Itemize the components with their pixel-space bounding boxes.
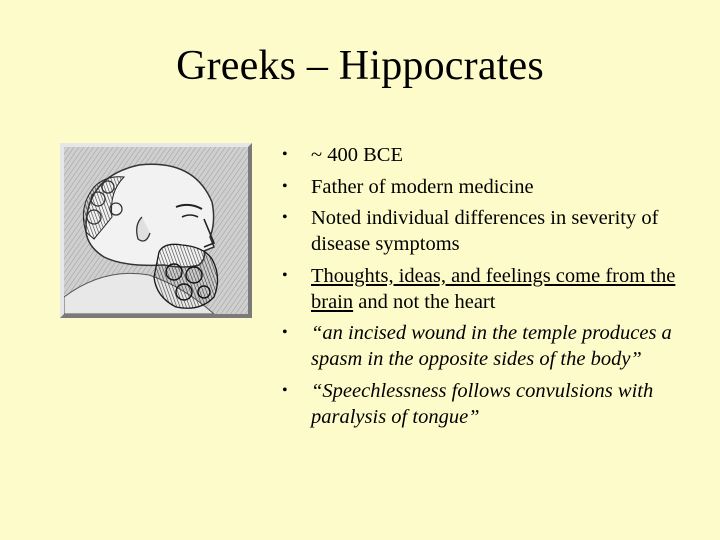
bullet-marker: • [282,266,288,284]
bullet-text: ~ 400 BCE [311,144,403,166]
bullet-item [280,174,700,200]
hippocrates-portrait [60,143,252,318]
bullet-item [280,263,700,315]
bullet-marker: • [282,209,288,226]
bullet-list [280,142,700,435]
bullet-text: “Speechlessness follows convulsions with paralysis of tongue” [311,379,654,428]
bullet-text: Noted individual differences in severity of disease symptoms [311,207,659,255]
bullet-marker: • [282,146,288,163]
bullet-item [280,142,700,168]
bullet-marker: • [282,324,288,341]
bullet-item [280,378,700,430]
bullet-item [280,205,700,257]
bullet-text: Thoughts, ideas, and feelings come from the brain [311,264,676,313]
bullet-text: and not the heart [353,290,496,313]
bullet-marker: • [282,177,288,195]
bullet-text: Father of modern medicine [311,175,534,198]
slide-title: Greeks – Hippocrates [176,43,544,89]
bullet-item [280,320,700,372]
portrait-image [64,147,248,314]
bullet-text: “an incised wound in the temple produces a spasm in the opposite sides of the body” [311,322,672,370]
bullet-marker: • [282,381,288,399]
